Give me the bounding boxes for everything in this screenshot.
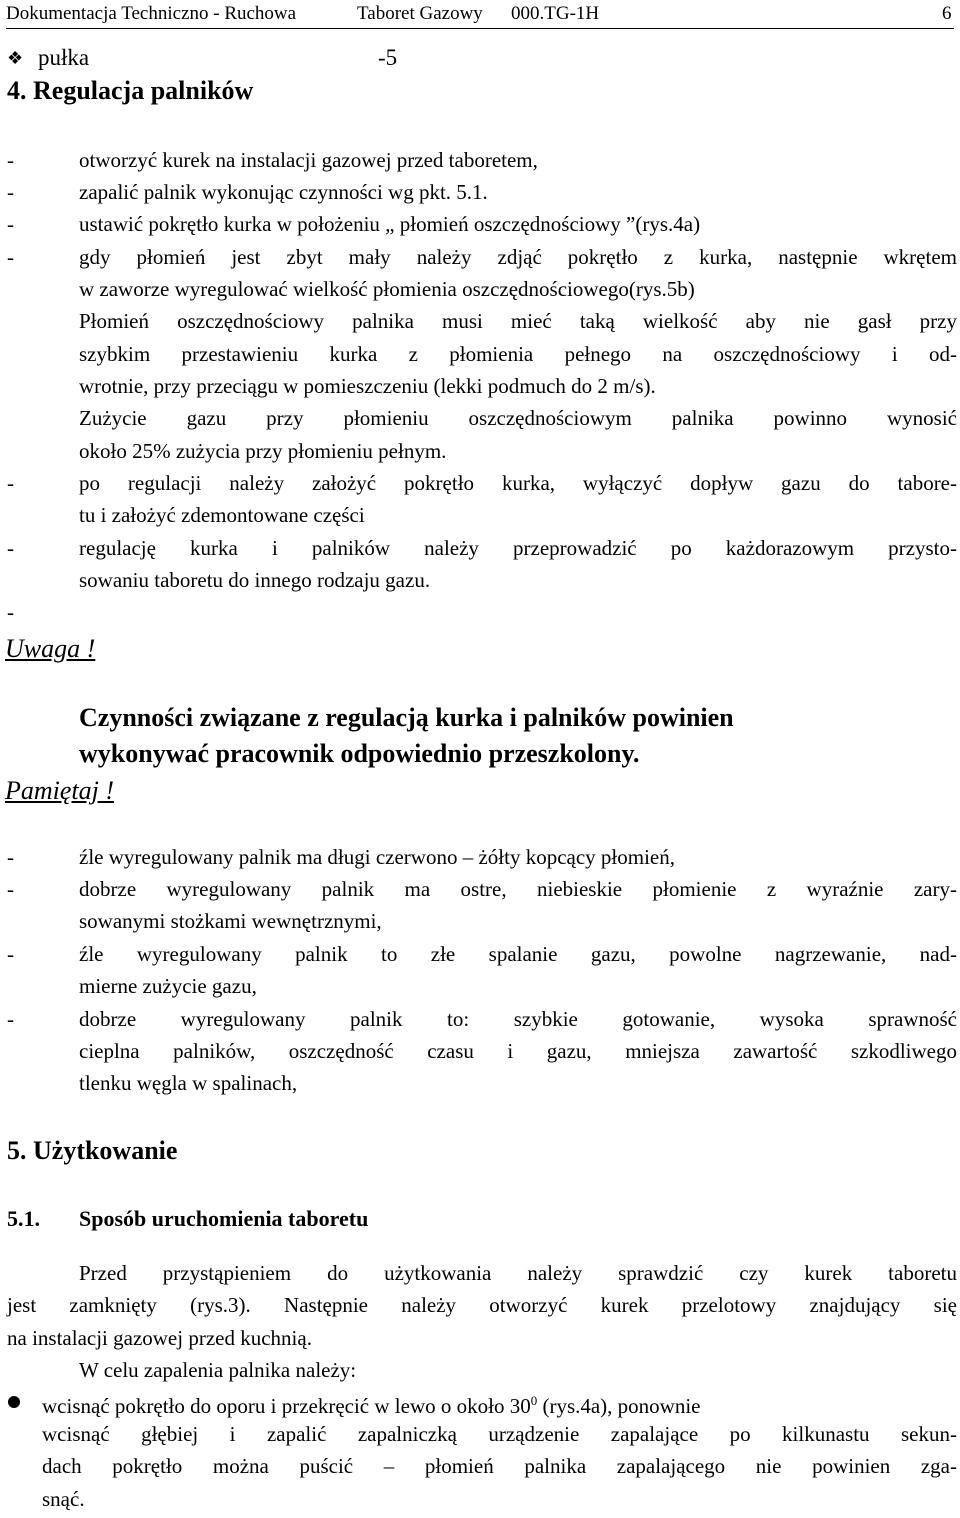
list-dash: - (7, 845, 14, 869)
list-item-cont: sowaniu taboretu do innego rodzaju gazu. (79, 568, 431, 592)
paragraph-line: Przed przystąpieniem do użytkowania należy sprawdzić czy kurek taboretu (79, 1261, 957, 1285)
subsection-number: 5.1. (7, 1206, 40, 1231)
paragraph-line: jest zamknięty (rys.3). Następnie należy otworzyć kurek przelotowy znajdujący się (7, 1293, 957, 1317)
list-item: regulację kurka i palników należy przeprowadzić po każdorazowym przysto- (79, 536, 957, 560)
list-dash: - (7, 245, 14, 269)
bullet-item-cont: dach pokrętło można puścić – płomień palnika zapalającego nie powinien zga- (42, 1454, 957, 1478)
doc-type: Dokumentacja Techniczno - Ruchowa (6, 3, 297, 24)
list-dash: - (7, 877, 14, 901)
page-number: 6 (942, 3, 952, 24)
pulka-label: pułka (38, 45, 90, 70)
bullet-item-cont: wcisnąć głębiej i zapalić zapalniczką urządzenie zapalające po kilkunastu sekun- (42, 1422, 957, 1446)
subsection-title: Sposób uruchomienia taboretu (79, 1206, 369, 1231)
list-item: ustawić pokrętło kurka w położeniu „ płomień oszczędnościowy ”(rys.4a) (79, 212, 701, 236)
list-dash: - (7, 148, 14, 172)
list-item: źle wyregulowany palnik ma długi czerwono – żółty kopcący płomień, (79, 845, 675, 869)
list-dash: - (7, 212, 14, 236)
list-item: zapalić palnik wykonując czynności wg pkt. 5.1. (79, 180, 488, 204)
list-item-cont: w zaworze wyregulować wielkość płomienia oszczędnościowego(rys.5b) (79, 277, 695, 301)
list-dash: - (7, 536, 14, 560)
section-5-title: 5. Użytkowanie (7, 1136, 178, 1165)
list-item-cont: tu i założyć zdemontowane części (79, 503, 365, 527)
list-item: źle wyregulowany palnik to złe spalanie gazu, powolne nagrzewanie, nad- (79, 942, 957, 966)
product-name: Taboret Gazowy (357, 3, 483, 24)
bullet-icon (8, 1396, 20, 1408)
bullet-item-line1: wcisnąć pokrętło do oporu i przekręcić w lewo o około $30^0$ (rys.4a), ponownie (42, 1393, 701, 1418)
list-dash: - (7, 471, 14, 495)
list-item-cont: wrotnie, przy przeciągu w pomieszczeniu (lekki podmuch do 2 m/s). (79, 374, 656, 398)
list-item-cont: szybkim przestawieniu kurka z płomienia pełnego na oszczędnościowy i od- (79, 342, 957, 366)
list-item-cont: Zużycie gazu przy płomieniu oszczędnościowym palnika powinno wynosić (79, 406, 957, 430)
list-item: dobrze wyregulowany palnik to: szybkie gotowanie, wysoka sprawność (79, 1007, 957, 1031)
page-header (6, 0, 954, 29)
list-item-cont: Płomień oszczędnościowy palnika musi mieć taką wielkość aby nie gasł przy (79, 309, 957, 333)
paragraph-line: W celu zapalenia palnika należy: (79, 1358, 357, 1382)
section-4-title: 4. Regulacja palników (7, 76, 254, 105)
list-item: gdy płomień jest zbyt mały należy zdjąć pokrętło z kurka, następnie wkrętem (79, 245, 957, 269)
warning-text-line1: Czynności związane z regulacją kurka i palników powinien (79, 703, 734, 732)
remember-label: Pamiętaj ! (5, 776, 115, 805)
list-item-cont: sowanymi stożkami wewnętrznymi, (79, 909, 382, 933)
list-item-cont: mierne zużycie gazu, (79, 974, 257, 998)
list-item: po regulacji należy założyć pokrętło kurka, wyłączyć dopływ gazu do tabore- (79, 471, 957, 495)
doc-code: 000.TG-1H (511, 3, 600, 24)
list-dash: - (7, 1007, 14, 1031)
list-dash: - (7, 942, 14, 966)
pulka-value: -5 (378, 45, 398, 70)
list-item: dobrze wyregulowany palnik ma ostre, niebieskie płomienie z wyraźnie zary- (79, 877, 957, 901)
paragraph-line: na instalacji gazowej przed kuchnią. (7, 1326, 312, 1350)
list-item-cont: cieplna palników, oszczędność czasu i gazu, mniejsza zawartość szkodliwego (79, 1039, 957, 1063)
warning-label: Uwaga ! (5, 634, 96, 663)
list-dash: - (7, 600, 14, 624)
bullet-item-cont: snąć. (42, 1487, 85, 1511)
list-item-cont: tlenku węgla w spalinach, (79, 1071, 298, 1095)
warning-text-line2: wykonywać pracownik odpowiednio przeszkolony. (79, 739, 640, 768)
diamond-bullet-icon: ❖ (7, 48, 24, 68)
list-item-cont: około 25% zużycia przy płomieniu pełnym. (79, 439, 447, 463)
list-dash: - (7, 180, 14, 204)
list-item: otworzyć kurek na instalacji gazowej przed taboretem, (79, 148, 538, 172)
